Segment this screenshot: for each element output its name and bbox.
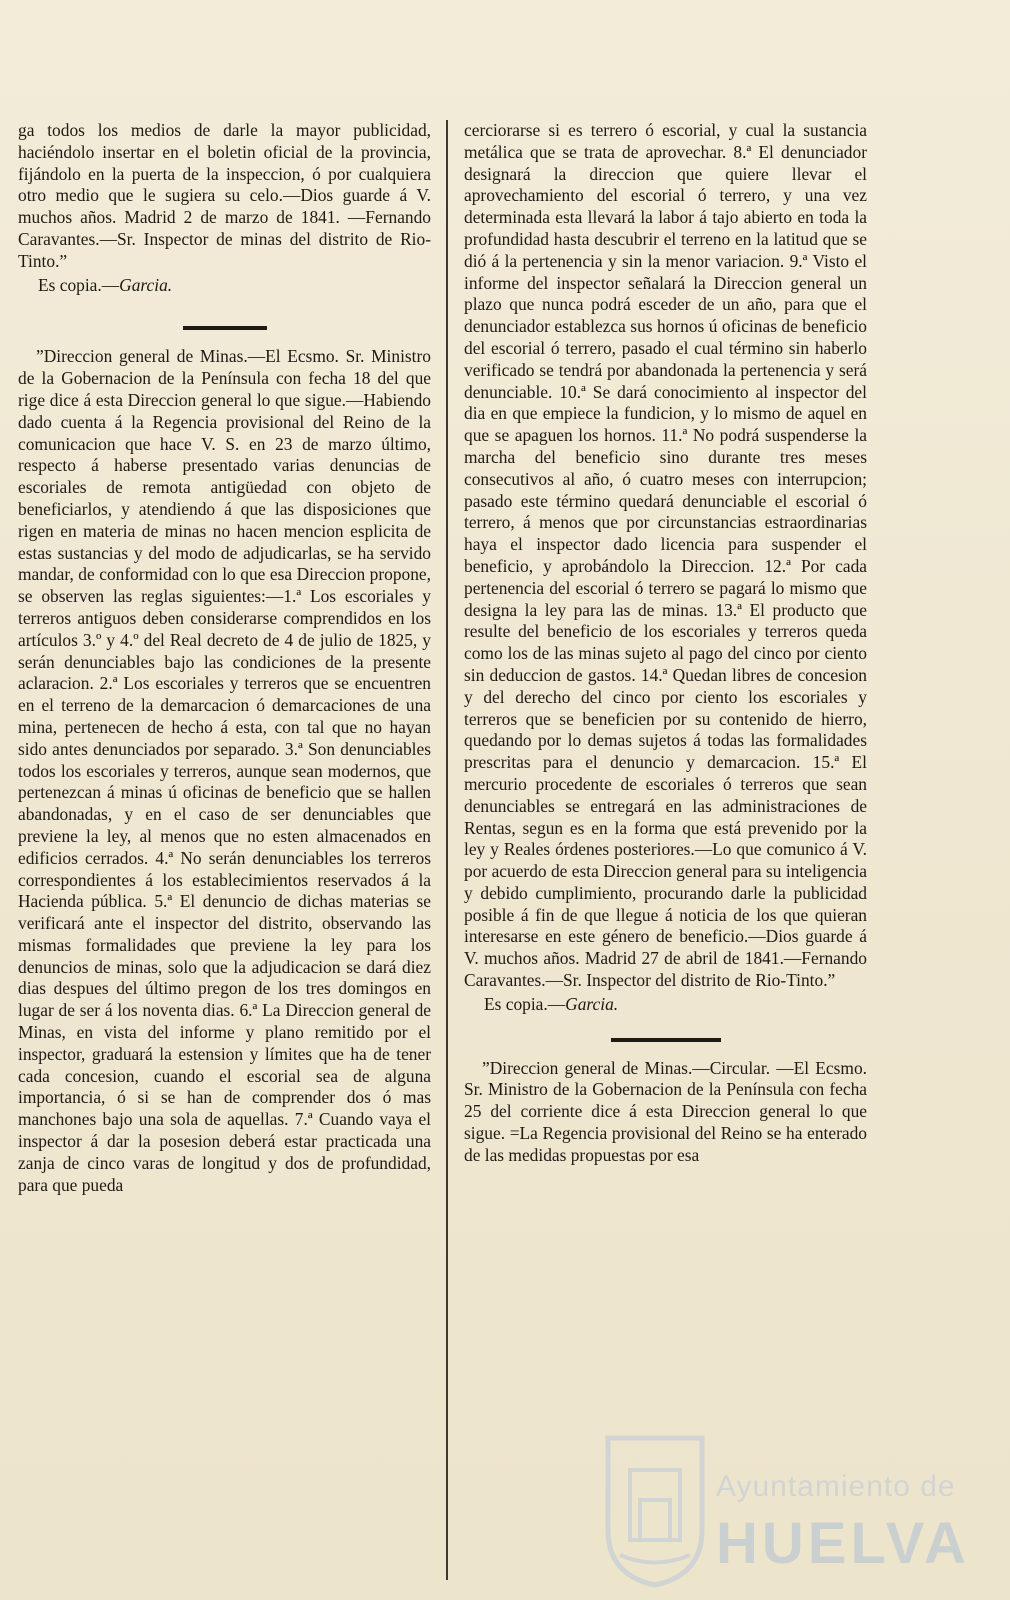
copia-name-1: Garcia.: [119, 274, 173, 295]
copia-name-2: Garcia.: [565, 993, 619, 1014]
column-divider: [446, 120, 448, 1580]
left-column: [18, 120, 431, 1196]
section-rule-2: [611, 1038, 721, 1042]
left-paragraph-2: ”Direccion general de Minas.—El Ecsmo. Sr. Ministro de la Gobernacion de la Península con fecha 18 del que rige dice á esta Direccion general lo que sigue.—Habiendo dado cuenta á la Regencia provisional del Reino de la comunicacion que hace V. S. en 23 de marzo último, respecto á haberse presentado varias denuncias de escoriales de remota antigüedad con objeto de beneficiarlos, y atendiendo á que las disposiciones que rigen en materia de minas no hacen mencion esplicita de estas sustancias y del modo de adjudicarlas, se ha servido mandar, de conformidad con lo que esa Direccion propone, se observen las reglas siguientes:—1.ª Los escoriales y terreros antiguos deben considerarse comprendidos en los artículos 3.º y 4.º del Real decreto de 4 de julio de 1825, y serán denunciables bajo las condiciones de la presente aclaracion. 2.ª Los escoriales y terreros que se encuentren en el terreno de la demarcacion ó demarcaciones de una mina, pertenecen de hecho á esta, con tal que no hayan sido antes denunciados por separado. 3.ª Son denunciables todos los escoriales y terreros, aunque sean modernos, que pertenezcan á minas ú oficinas de beneficio que se hallen abandonadas, y en el caso de ser denunciables que previene la ley, al menos que no esten almacenados en edificios cerrados. 4.ª No serán denunciables los terreros correspondientes á los establecimientos reservados á la Hacienda pública. 5.ª El denuncio de dichas materias se verificará ante el inspector del distrito, observando las mismas formalidades que previene la ley para los denuncios de minas, solo que la adjudicacion se dará diez dias despues del último pregon de los tres domingos en lugar de ser á los noventa dias. 6.ª La Direccion general de Minas, en vista del informe y plano remitido por el inspector, graduará la estension y límites que ha de tener cada concesion, cuando el escorial sea de alguna importancia, ó si se han de comprender dos ó mas manchones bajo una sola de aquellas. 7.ª Cuando vaya el inspector á dar la posesion deberá estar practicada una zanja de cinco varas de longitud y dos de profundidad, para que pueda: [18, 346, 431, 1195]
shield-logo-icon: [600, 1430, 710, 1590]
right-paragraph-1: cerciorarse si es terrero ó escorial, y cual la sustancia metálica que se trata de aprovechar. 8.ª El denunciador designará la direccion que quiere llevar el aprovechamiento del escorial ó terrero, y una vez determinada esta llevará la labor á tajo abierto en toda la profundidad hasta descubrir el terreno en la latitud que se dió á la pertenencia y sin la menor variacion. 9.ª Visto el informe del inspector señalará la Direccion general un plazo que nunca podrá esceder de un año, para que el denunciador establezca sus hornos ú oficinas de beneficio del escorial ó terrero, pasado el cual término sin haberlo verificado se tendrá por abandonada la pertenencia y será denunciable. 10.ª Se dará conocimiento al inspector del dia en que empiece la fundicion, y lo mismo de aquel en que se apaguen los hornos. 11.ª No podrá suspenderse la marcha del beneficio sino durante tres meses consecutivos al año, ó cuatro meses con interrupcion; pasado este término quedará denunciable el escorial ó terrero, á menos que por circunstancias estraordinarias haya el inspector dado licencia para suspender el beneficio, y aprobándolo la Direccion. 12.ª Por cada pertenencia del escorial ó terrero se pagará lo mismo que designa la ley para las de minas. 13.ª El producto que resulte del beneficio de los escoriales y terreros queda como los de las minas sujeto al pago del cinco por ciento sin deduccion de gastos. 14.ª Quedan libres de concesion y del derecho del cinco por ciento los escoriales y terreros que se beneficien por su contenido de hierro, quedando por lo demas sujetos á todas las formalidades prescritas para el denuncio y demarcacion. 15.ª El mercurio procedente de escoriales ó terreros que sean denunciables se entregará en las administraciones de Rentas, segun es en la forma que está prevenido por la ley y Reales órdenes posteriores.—Lo que comunico á V. por acuerdo de esta Direccion general para su inteligencia y debido cumplimiento, procurando darle la publicidad posible á fin de que llegue á noticia de los que quieran interesarse en este género de beneficio.—Dios guarde á V. muchos años. Madrid 27 de abril de 1841.—Fernando Caravantes.—Sr. Inspector del distrito de Rio-Tinto.”: [464, 120, 867, 991]
watermark-line-1: Ayuntamiento de: [716, 1470, 956, 1503]
right-paragraph-2: ”Direccion general de Minas.—Circular. —El Ecsmo. Sr. Ministro de la Gobernacion de la Península con fecha 25 del corriente dice á esta Direccion general lo que sigue. =La Regencia provisional del Reino se ha enterado de las medidas propuestas por esa: [464, 1057, 867, 1165]
left-paragraph-1: ga todos los medios de darle la mayor publicidad, haciéndolo insertar en el boletin oficial de la provincia, fijándolo en la puerta de la inspeccion, ó por cualquiera otro medio que le sugiera su celo.—Dios guarde á V. muchos años. Madrid 2 de marzo de 1841. —Fernando Caravantes.—Sr. Inspector de minas del distrito de Rio-Tinto.”: [18, 120, 431, 271]
watermark-line-2: HUELVA: [716, 1511, 970, 1576]
copia-label-1: Es copia.—: [38, 274, 120, 295]
ayuntamiento-watermark: [600, 1430, 1000, 1590]
copia-signature-2: [484, 994, 867, 1016]
copia-label-2: Es copia.—: [484, 993, 566, 1014]
copia-signature-1: [38, 275, 431, 297]
right-column: [464, 120, 867, 1167]
section-rule-1: [183, 326, 267, 330]
